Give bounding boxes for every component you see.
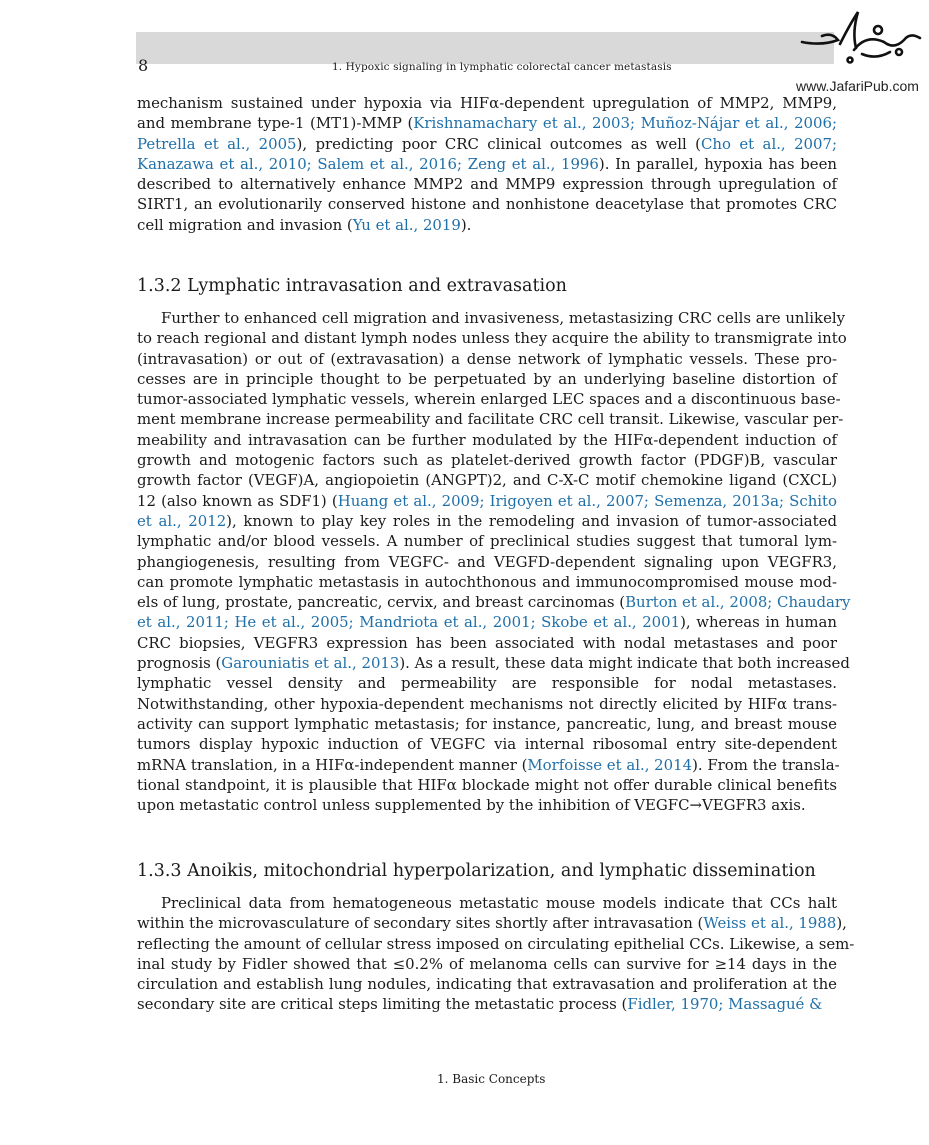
text-line bbox=[137, 552, 837, 572]
header-band bbox=[136, 32, 834, 64]
citation-link[interactable]: Yu et al., 2019 bbox=[352, 215, 461, 234]
text-line bbox=[137, 994, 837, 1014]
body-text: mRNA translation, in a HIFα-independent manner ( bbox=[137, 755, 528, 774]
text-line bbox=[137, 470, 837, 490]
paragraph-3 bbox=[137, 893, 855, 1015]
body-text: prognosis ( bbox=[137, 654, 222, 673]
text-line bbox=[137, 913, 847, 933]
watermark-url: www.JafariPub.com bbox=[796, 78, 919, 94]
body-text: upon metastatic control unless supplemented by the inhibition of VEGFC→VEGFR3 axis. bbox=[137, 796, 806, 815]
text-line bbox=[137, 714, 837, 734]
body-text: CRC biopsies, VEGFR3 expression has been associated with nodal metastases and poor bbox=[137, 633, 837, 652]
text-line bbox=[137, 491, 837, 511]
citation-link[interactable]: Huang et al., 2009; Irigoyen et al., 2007; Semenza, 2013a; Schito bbox=[337, 491, 837, 510]
text-line bbox=[137, 633, 837, 653]
text-line bbox=[137, 308, 846, 328]
text-line bbox=[137, 154, 837, 174]
text-line bbox=[137, 673, 837, 693]
body-text: ), predicting poor CRC clinical outcomes as well ( bbox=[296, 134, 701, 153]
body-text: can promote lymphatic metastasis in autochthonous and immunocompromised mouse mod- bbox=[137, 572, 837, 591]
body-text: phangiogenesis, resulting from VEGFC- and VEGFD-dependent signaling upon VEGFR3, bbox=[137, 552, 837, 571]
body-text: lymphatic and/or blood vessels. A number of preclinical studies suggest that tumoral lym- bbox=[137, 532, 837, 551]
text-line bbox=[137, 369, 837, 389]
section-heading-1-3-3: 1.3.3 Anoikis, mitochondrial hyperpolarization, and lymphatic dissemination bbox=[137, 861, 816, 881]
body-text: mechanism sustained under hypoxia via HIFα-dependent upregulation of MMP2, MMP9, bbox=[137, 94, 837, 112]
citation-link[interactable]: Krishnamachary et al., 2003; Muñoz-Nájar et al., 2006; bbox=[413, 114, 837, 133]
paragraph-1 bbox=[137, 93, 837, 235]
text-line bbox=[137, 215, 837, 235]
body-text: Notwithstanding, other hypoxia-dependent mechanisms not directly elicited by HIFα trans- bbox=[137, 694, 837, 713]
text-line bbox=[137, 572, 837, 592]
page-number: 8 bbox=[138, 56, 149, 75]
text-line bbox=[137, 409, 844, 429]
body-text: 12 (also known as SDF1) ( bbox=[137, 491, 338, 510]
body-text: tumors display hypoxic induction of VEGFC via internal ribosomal entry site-dependent bbox=[137, 735, 837, 754]
text-line bbox=[137, 430, 837, 450]
text-line bbox=[137, 511, 837, 531]
body-text: inal study by Fidler showed that ≤0.2% of melanoma cells can survive for ≥14 days in the bbox=[137, 954, 837, 973]
text-line bbox=[137, 174, 837, 194]
body-text: growth and motogenic factors such as platelet-derived growth factor (PDGF)B, vascular bbox=[137, 451, 837, 470]
running-head: 1. Hypoxic signaling in lymphatic colorectal cancer metastasis bbox=[332, 61, 672, 73]
text-line bbox=[137, 194, 837, 214]
text-line bbox=[137, 775, 837, 795]
body-text: ), known to play key roles in the remodeling and invasion of tumor-associated bbox=[226, 511, 837, 530]
body-text: cell migration and invasion ( bbox=[137, 215, 353, 234]
body-text: within the microvasculature of secondary sites shortly after intravasation ( bbox=[137, 914, 704, 933]
paragraph-2 bbox=[137, 308, 851, 815]
body-text: ). In parallel, hypoxia has been bbox=[598, 154, 837, 173]
text-line bbox=[137, 113, 837, 133]
body-text: ). bbox=[460, 215, 472, 234]
text-line bbox=[137, 349, 837, 369]
body-text: els of lung, prostate, pancreatic, cervix, and breast carcinomas ( bbox=[137, 593, 626, 612]
citation-link[interactable]: Kanazawa et al., 2010; Salem et al., 2016; Zeng et al., 1996 bbox=[137, 154, 599, 173]
text-line bbox=[137, 734, 837, 754]
citation-link[interactable]: Fidler, 1970; Massagué & bbox=[627, 995, 823, 1014]
body-text: ), whereas in human bbox=[680, 613, 837, 632]
body-text: ment membrane increase permeability and facilitate CRC cell transit. Likewise, vascular per- bbox=[137, 410, 844, 429]
text-line bbox=[137, 134, 837, 154]
citation-link[interactable]: Cho et al., 2007; bbox=[700, 134, 837, 153]
text-line bbox=[137, 389, 841, 409]
citation-link[interactable]: et al., 2012 bbox=[137, 511, 227, 530]
text-line bbox=[137, 954, 837, 974]
body-text: Preclinical data from hematogeneous metastatic mouse models indicate that CCs halt bbox=[161, 894, 837, 912]
body-text: cesses are in principle thought to be perpetuated by an underlying baseline distortion of bbox=[137, 369, 837, 388]
body-text: and membrane type-1 (MT1)-MMP ( bbox=[137, 114, 414, 133]
body-text: ), bbox=[836, 914, 847, 933]
text-line bbox=[137, 653, 850, 673]
text-line bbox=[137, 328, 847, 348]
body-text: growth factor (VEGF)A, angiopoietin (ANGPT)2, and C-X-C motif chemokine ligand (CXCL) bbox=[137, 471, 837, 490]
body-text: tional standpoint, it is plausible that HIFα blockade might not offer durable clinical benefits bbox=[137, 775, 837, 794]
citation-link[interactable]: Morfoisse et al., 2014 bbox=[527, 755, 693, 774]
text-line bbox=[137, 93, 837, 113]
body-text: reflecting the amount of cellular stress imposed on circulating epithelial CCs. Likewise, a sem- bbox=[137, 934, 855, 953]
citation-link[interactable]: et al., 2011; He et al., 2005; Mandriota et al., 2001; Skobe et al., 2001 bbox=[137, 613, 681, 632]
text-line bbox=[137, 974, 837, 994]
body-text: to reach regional and distant lymph nodes unless they acquire the ability to transmigrate into bbox=[137, 329, 847, 348]
text-line bbox=[137, 592, 851, 612]
body-text: ). As a result, these data might indicate that both increased bbox=[399, 654, 850, 673]
body-text: activity can support lymphatic metastasis; for instance, pancreatic, lung, and breast mouse bbox=[137, 714, 837, 733]
text-line bbox=[137, 755, 840, 775]
body-text: described to alternatively enhance MMP2 and MMP9 expression through upregulation of bbox=[137, 175, 837, 194]
text-line bbox=[137, 450, 837, 470]
body-text: ). From the transla- bbox=[692, 755, 840, 774]
body-text: lymphatic vessel density and permeability are responsible for nodal metastases. bbox=[137, 674, 837, 693]
body-text: SIRT1, an evolutionarily conserved histone and nonhistone deacetylase that promotes CRC bbox=[137, 195, 837, 214]
text-line bbox=[137, 934, 855, 954]
text-line bbox=[137, 531, 837, 551]
text-line bbox=[137, 694, 837, 714]
citation-link[interactable]: Garouniatis et al., 2013 bbox=[221, 654, 400, 673]
citation-link[interactable]: Weiss et al., 1988 bbox=[703, 914, 837, 933]
body-text: tumor-associated lymphatic vessels, wherein enlarged LEC spaces and a discontinuous base- bbox=[137, 390, 841, 409]
body-text: circulation and establish lung nodules, indicating that extravasation and proliferation at the bbox=[137, 975, 837, 994]
footer-text: 1. Basic Concepts bbox=[437, 1072, 546, 1086]
section-heading-1-3-2: 1.3.2 Lymphatic intravasation and extravasation bbox=[137, 276, 567, 296]
citation-link[interactable]: Petrella et al., 2005 bbox=[137, 134, 297, 153]
text-line bbox=[137, 893, 837, 913]
body-text: Further to enhanced cell migration and invasiveness, metastasizing CRC cells are unlikely bbox=[161, 309, 846, 327]
text-line bbox=[137, 612, 837, 632]
body-text: meability and intravasation can be further modulated by the HIFα-dependent induction of bbox=[137, 430, 837, 449]
citation-link[interactable]: Burton et al., 2008; Chaudary bbox=[625, 593, 851, 612]
text-line bbox=[137, 795, 837, 815]
body-text: secondary site are critical steps limiting the metastatic process ( bbox=[137, 995, 628, 1014]
body-text: (intravasation) or out of (extravasation) a dense network of lymphatic vessels. These pro- bbox=[137, 349, 837, 368]
